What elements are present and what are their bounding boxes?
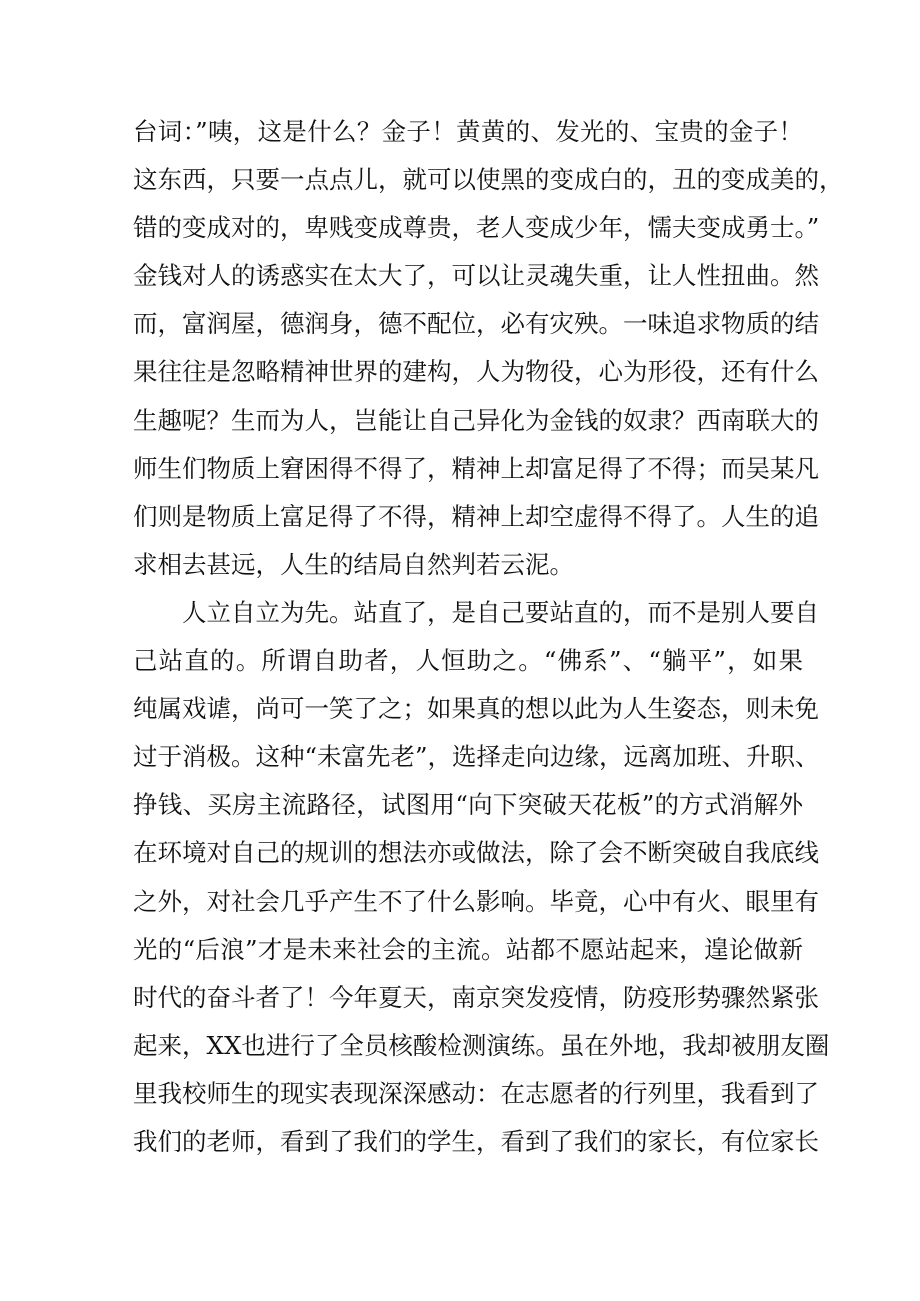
text-line: 起来，XX也进行了全员核酸检测演练。虽在外地，我却被朋友圈	[133, 1030, 830, 1060]
text-line: 这东西，只要一点点儿，就可以使黑的变成白的，丑的变成美的，	[133, 165, 844, 195]
text-line: 之外，对社会几乎产生不了什么影响。毕竟，心中有火、眼里有	[133, 886, 819, 916]
text-line: 在环境对自己的规训的想法亦或做法，除了会不断突破自我底线	[133, 838, 819, 868]
text-line: 挣钱、买房主流路径，试图用“向下突破天花板”的方式消解外	[133, 790, 803, 820]
text-line: 己站直的。所谓自助者，人恒助之。“佛系”、“躺平”，如果	[133, 646, 803, 676]
text-line: 错的变成对的，卑贱变成尊贵，老人变成少年，懦夫变成勇士。”	[133, 213, 820, 243]
text-line: 纯属戏谑，尚可一笑了之；如果真的想以此为人生姿态，则未免	[133, 694, 819, 724]
text-line: 们则是物质上富足得了不得，精神上却空虚得不得了。人生的追	[133, 501, 819, 531]
text-line: 时代的奋斗者了！今年夏天，南京突发疫情，防疫形势骤然紧张	[133, 982, 819, 1012]
text-line: 师生们物质上窘困得不得了，精神上却富足得了不得；而吴某凡	[133, 453, 819, 483]
text-line: 光的“后浪”才是未来社会的主流。站都不愿站起来，遑论做新	[133, 934, 803, 964]
text-line: 而，富润屋，德润身，德不配位，必有灾殃。一味追求物质的结	[133, 309, 819, 339]
text-line: 里我校师生的现实表现深深感动：在志愿者的行列里，我看到了	[133, 1078, 819, 1108]
paragraph-start-line: 人立自立为先。站直了，是自己要站直的，而不是别人要自	[182, 597, 819, 627]
text-line: 我们的老师，看到了我们的学生，看到了我们的家长，有位家长	[133, 1126, 819, 1156]
text-line: 果往往是忽略精神世界的建构，人为物役，心为形役，还有什么	[133, 357, 819, 387]
text-line: 生趣呢？生而为人，岂能让自己异化为金钱的奴隶？西南联大的	[133, 405, 819, 435]
paragraph-end-line: 求相去甚远，人生的结局自然判若云泥。	[133, 549, 574, 579]
text-line: 过于消极。这种“未富先老”，选择走向边缘，远离加班、升职、	[133, 742, 820, 772]
body-text	[133, 108, 844, 1166]
text-line: 金钱对人的诱惑实在太大了，可以让灵魂失重，让人性扭曲。然	[133, 261, 819, 291]
text-line: 台词：”咦，这是什么？金子！黄黄的、发光的、宝贵的金子！	[133, 117, 803, 146]
